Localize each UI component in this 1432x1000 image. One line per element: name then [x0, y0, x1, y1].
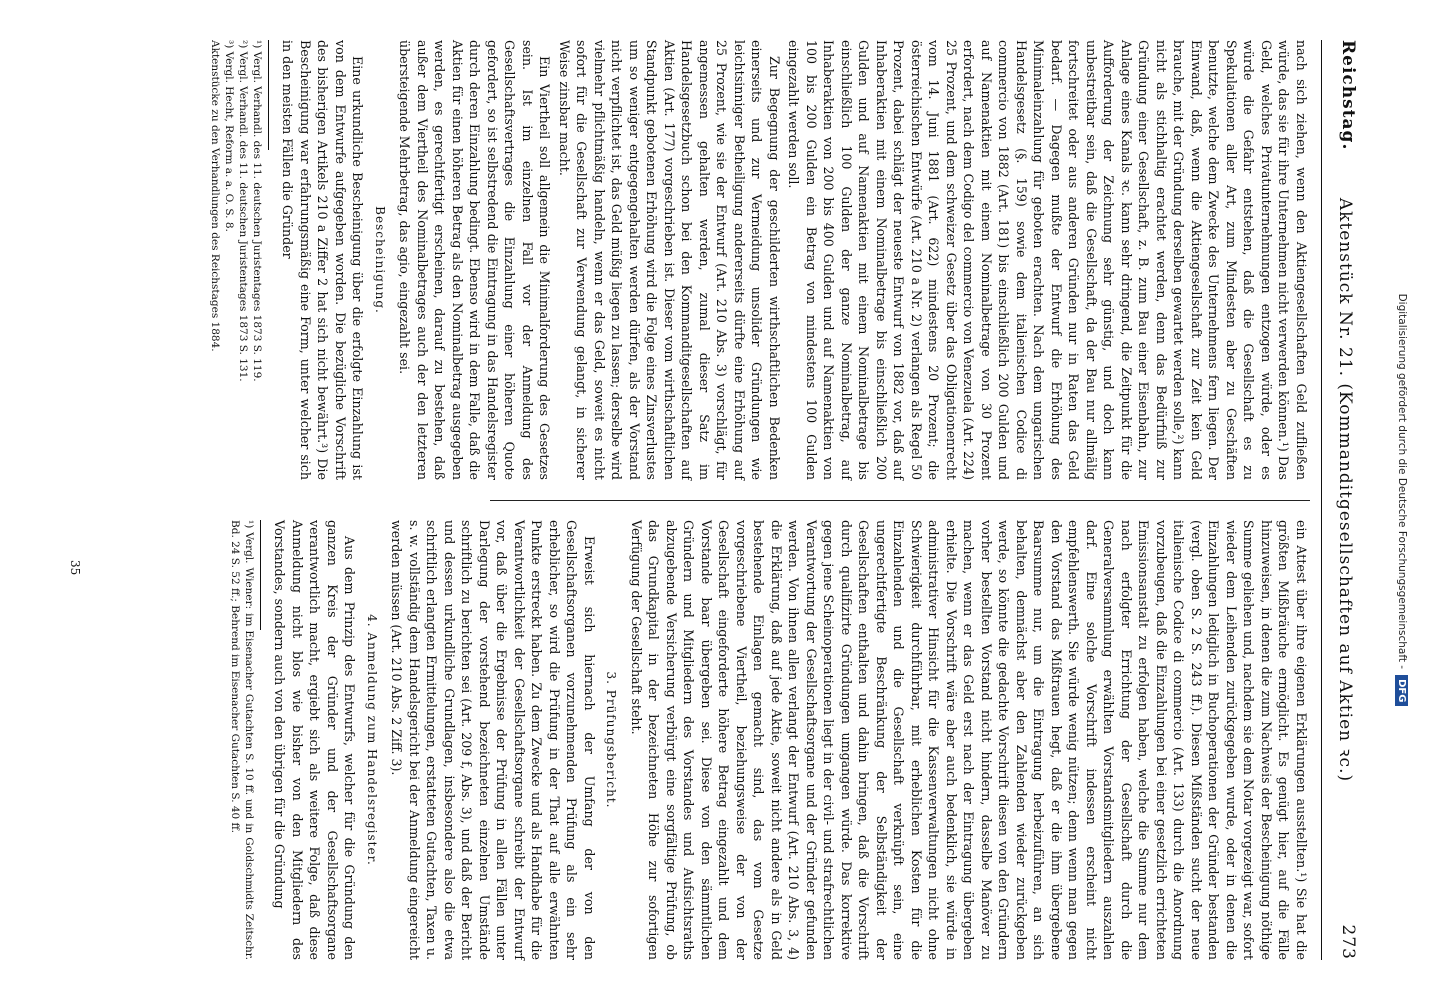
header-center: Aktenstück Nr. 21. (Kommanditgesellschaften auf Aktien ꝛc.)	[1335, 197, 1355, 783]
right-paragraph: Aus dem Prinzip des Entwurfs, welcher für die Gründung den ganzen Kreis der Gründer und der Gesellschaftsorgane verantwortlich macht, ergiebt sich als weitere Folge, daß diese Anmeldung nicht blos wie bisher von den Mitgliedern des Vorstandes, sondern auch von den übrigen für die Gründung	[272, 520, 358, 960]
footnote: ²) Vergl. Verhandl. des 11. deutschen Juristentages 1873 S. 131.	[237, 40, 249, 382]
left-paragraph: Ein Viertheil soll allgemein die Minimalforderung des Gesetzes sein. Ist im einzelnen Fall vor der Anmeldung des Gesellschaftsvertrages die Einzahlung einer höheren Quote gefordert, so ist selbstredend die Eintragung in das Handelsregister durch deren Einzahlung bedingt. Ebenso wird in dem Falle, daß die Aktien für einen höheren Betrag als den Nominalbetrag ausgegeben werden, es gerechtfertigt erscheinen, darauf zu bestehen, daß außer dem Viertheil des Nominalbetrages auch der den letzteren übersteigende Mehrbetrag, das agio, eingezahlt sei.	[397, 40, 553, 480]
header-rule	[1321, 40, 1322, 960]
left-paragraph: Zur Begegnung der geschilderten wirthschaftlichen Bedenken einerseits und zur Vermeidung unsolider Gründungen wie leichtsinniger Betheiligung andererseits dürfte eine Erhöhung auf 25 Prozent, wie sie der Entwurf (Art. 210 Abs. 3) vorschlägt, für angemessen gehalten werden, zumal dieser Satz im Handelsgesetzbuch schon bei den Kommanditgesellschaften auf Aktien (Art. 177) vorgeschrieben ist. Dieser vom wirthschaftlichen Standpunkt gebotenen Erhöhung wird die Folge eines Zinsverlustes um so weniger entgegengehalten werden dürfen, als der Vorstand nicht verpflichtet ist, das Geld müßig liegen zu lassen; derselbe wird vielmehr pflichtmäßig handeln, wenn er das Geld, soweit es nicht sofort für die Gesellschaft zur Verwendung gelangt, in sicherer Weise zinsbar macht.	[557, 40, 782, 480]
footnote: ¹) Vergl. Verhandl. des 11. deutschen Juristentages 1873 S. 119.	[251, 40, 263, 382]
right-column	[228, 520, 1310, 960]
bottom-line: Aktenstücke zu den Verhandlungen des Reichstages 1884.	[209, 40, 221, 352]
right-paragraph: ein Attest über ihre eigenen Erklärungen ausstellten.¹) Sie hat die größten Mißbräuche ermöglicht. Es genügt hier, auf die Fälle hinzuweisen, in denen die zum Nachweis der Bescheinigung nöthige Summe geliehen und, nachdem sie dem Notar vorgezeigt war, sofort wieder dem Leihenden zurückgegeben wurde, oder in denen die Einzahlungen lediglich in Buchoperationen der Gründer bestanden (vergl. oben S. 2 S. 243 ff.). Diesen Mißständen sucht der neue italienische Codice di commercio (Art. 133) durch die Anordnung vorzubeugen, daß die Einzahlungen bei einer gesetzlich errichteten Emissionsanstalt zu erfolgen haben, welche die Summe nur dem nach erfolgter Errichtung der Gesellschaft durch die Generalversammlung erwählten Vorstandsmitgliedern auszahlen darf. Eine solche Vorschrift indessen erscheint nicht empfehlenswerth. Sie würde wenig nützen; denn wenn man gegen den Vorstand das Mißtrauen hegt, daß er die ihm übergebene Baarsumme nur, um die Eintragung herbeizuführen, an sich behalten, demnächst aber den Zahlenden wieder zurückgeben werde, so könnte die gedachte Vorschrift diesen von den Gründern vorher bestellten Vorstand nicht hindern, dasselbe Manöver zu machen, wenn er das Geld erst nach der Eintragung übergeben erhielte. Die Vorschrift wäre aber auch bedenklich, sie würde in administrativer Hinsicht für die Kassenverwaltungen nicht ohne Schwierigkeit durchführbar, mit erheblichen Kosten für die Einzahlenden und die Gesellschaft verknüpft sein, eine ungerechtfertigte Beschränkung der Selbständigkeit der Gesellschaften enthalten und dahin bringen, daß die Vorschrift durch qualifizirte Gründungen umgangen würde. Das korrektive gegen jene Scheinoperationen liegt in der civil- und strafrechtlichen Verantwortung der Gesellschaftsorgane und der Gründer gefunden werden. Von ihnen allen verlangt der Entwurf (Art. 210 Abs. 3, 4) die Erklärung, daß auf jede Aktie, soweit nicht andere als in Geld bestehende Einlagen gemacht sind, das vom Gesetze vorgeschriebene Viertheil, beziehungsweise der von der Gesellschaft eingeforderte höhere Betrag eingezahlt und dem Vorstande baar übergeben sei. Diese von den sämmtlichen Gründern und Mitgliedern des Vorstandes und Aufsichtsraths abzugebende Versicherung verbürgt eine sorgfältige Prüfung, ob das Grundkapital in der bezeichneten Höhe zur sofortigen Verfügung der Gesellschaft steht.	[629, 520, 1309, 960]
left-footnotes	[208, 40, 264, 480]
left-column	[208, 40, 1310, 480]
footnote: ³) Vergl. Hecht, Reform a. a. O. S. 8.	[223, 40, 235, 232]
footnote-rule	[268, 40, 269, 150]
section-heading: 4. Anmeldung zum Handelsregister.	[365, 614, 379, 866]
page-header	[1328, 40, 1358, 960]
dfg-logo: DFG	[1396, 675, 1409, 706]
digitization-text: Digitalisierung gefördert durch die Deutsche Forschungsgemeinschaft -	[1396, 293, 1408, 670]
footnote-rule	[260, 520, 261, 630]
section-heading: 3. Prüfungsbericht.	[604, 671, 619, 809]
digitization-notice	[1392, 0, 1412, 1000]
header-left: Reichstag.	[1338, 40, 1358, 151]
page-signature: 35	[68, 560, 82, 576]
left-paragraph: Eine urkundliche Bescheinigung über die erfolgte Einzahlung ist von dem Entwurfe aufgegeben worden. Die bezügliche Vorschrift des bisherigen Artikels 210 a Ziffer 2 hat sich nicht bewährt.³) Die Bescheinigung war erfahrungsmäßig eine Form, unter welcher sich in den meisten Fällen die Gründer	[280, 40, 366, 480]
left-paragraph: nach sich ziehen, wenn den Aktiengesellschaften Geld zufließen würde, das sie für ihre Unternehmen nicht verwerden können.¹) Das Geld, welches Privatunternehmungen entzogen würde, oder es würde die Gefahr entstehen, daß die Gesellschaft es zu Spekulationen aller Art, zum Mindesten aber zu Geschäften benutzte, welche dem Zwecke des Unternehmens fern liegen. Der Einwand, daß, wenn die Aktiengesellschaft zur Zeit kein Geld brauche, mit der Gründung derselben gewartet werden solle,²) kann nicht als stichhaltig erachtet werden, denn das Bedürfniß zur Gründung einer Gesellschaft, z. B. zum Bau einer Eisenbahn, zur Anlage eines Kanals ꝛc. kann sehr dringend, die Zeitpunkt für die Aufforderung der Zeichnung sehr günstig, und doch kann unbestreitbar sein, daß die Gesellschaft, da der Bau nur allmälig fortschreitet oder aus anderen Gründen nur in Raten das Geld bedarf. — Dagegen mußte der Entwurf die Erhöhung des Minimaleinzahlung für geboten erachten. Nach dem ungarischen Handelsgesetz (§. 159) sowie dem italienischen Codice di commercio von 1882 (Art. 181) bis einschließlich 200 Gulden und auf Namenaktien mit einem Nominalbetrage von 30 Prozent erfordert, nach dem Codigo del commercio von Venezuela (Art. 224) 25 Prozent, und dem schweizer Gesetz über das Obligationenrecht vom 14. Juni 1881 (Art. 622) mindestens 20 Prozent; die österreichischen Entwürfe (Art. 210 a Nr. 2) verlangen als Regel 50 Prozent, dabei schlägt der neueste Entwurf von 1882 vor, daß auf Inhaberaktien mit einem Nominalbetrage bis einschließlich 200 Gulden und auf Namenaktien mit einem Nominalbetrage bis einschließlich 100 Gulden der ganze Nominalbetrag, auf Inhaberaktien von 200 bis 400 Gulden und auf Namenaktien von 100 bis 200 Gulden ein Betrag von mindestens 100 Gulden eingezahlt werden soll.	[786, 40, 1309, 480]
footnote: ¹) Vergl. Wiener: im Eisenacher Gutachten S. 10 ff. und in Goldschmidts Zeitschr. Bd. 24 S. 52 ff.; Behrend im Eisenacher Gutachten S. 40 ff.	[229, 520, 255, 960]
column-divider	[490, 500, 1310, 501]
page-number: 273	[1338, 924, 1358, 960]
right-paragraph: Erweist sich hiernach der Umfang der von den Gesellschaftsorganen vorzunehmenden Prüfung als ein sehr erheblicher, so wird die Prüfung in der That auf alle erwähnten Punkte erstreckt haben. Zu dem Zwecke und als Handhabe für die Verantwortlichkeit der Gesellschaftsorgane schreibt der Entwurf vor, daß über die Ergebnisse der Prüfung in allen Fällen unter Darlegung der vorstehend bezeichneten einzelnen Umstände schriftlich zu berichten sei (Art. 209 f, Abs. 3), und daß der Bericht und dessen urkundliche Grundlagen, insbesondere also die etwa schriftlich erlangten Ermittelungen, erstatteten Gutachten, Taxen u. s. w. vollständig dem Handelsgericht bei der Anmeldung eingereicht werden müssen (Art. 210 Abs. 2 Ziff. 3).	[389, 520, 597, 960]
section-heading: Bescheinigung.	[373, 206, 387, 314]
right-footnotes	[228, 520, 256, 960]
